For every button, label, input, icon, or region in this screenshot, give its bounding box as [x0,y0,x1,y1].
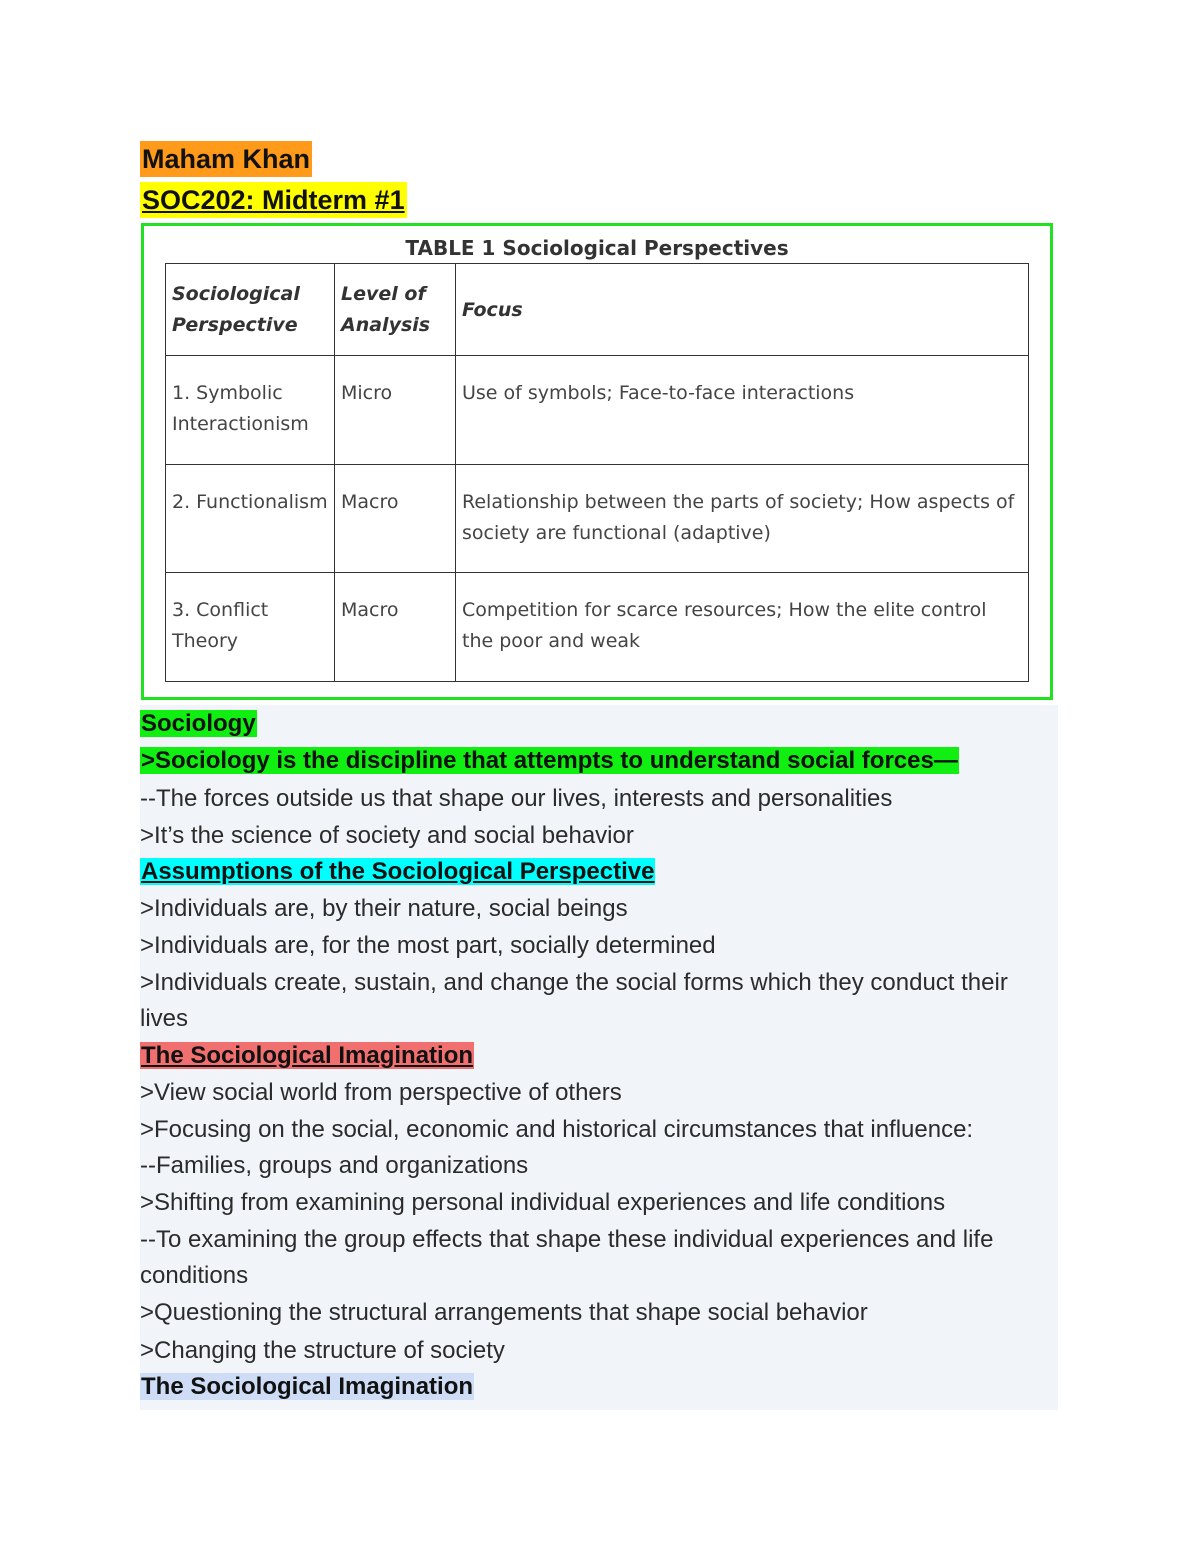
imagination-heading-2: The Sociological Imagination [141,1373,474,1400]
table-cell: Competition for scarce resources; How the elite control the poor and weak [456,573,1029,682]
note-line: >Focusing on the social, economic and historical circumstances that influence: [140,1116,974,1143]
table-header-row [166,264,1029,356]
note-line: >Individuals are, by their nature, social beings [140,895,628,922]
table-header-cell: Level of Analysis [335,264,456,356]
table-header-cell: Focus [456,264,1029,356]
note-line: >Individuals are, for the most part, socially determined [140,932,716,959]
table-cell: Relationship between the parts of society; How aspects of society are functional (adaptive) [456,464,1029,573]
notes-section [140,705,1058,1410]
note-line: >View social world from perspective of others [140,1079,622,1106]
table-cell: Use of symbols; Face-to-face interactions [456,355,1029,464]
table-cell: 1. Symbolic Interactionism [166,355,335,464]
table-row [166,573,1029,682]
sociology-definition: >Sociology is the discipline that attempts to understand social forces— [141,747,958,774]
table-header-cell: Sociological Perspective [166,264,335,356]
author-name: Maham Khan [140,141,312,177]
note-line: --Families, groups and organizations [140,1152,529,1179]
table-title: TABLE 1 Sociological Perspectives [405,236,789,260]
table-cell: Micro [335,355,456,464]
note-line: >Changing the structure of society [140,1337,505,1364]
course-title: SOC202: Midterm #1 [140,182,407,218]
table-cell: 2. Functionalism [166,464,335,573]
note-line: >Questioning the structural arrangements that shape social behavior [140,1299,868,1326]
table-cell: Macro [335,464,456,573]
note-line: >Shifting from examining personal individual experiences and life conditions [140,1189,946,1216]
perspectives-table [165,263,1029,682]
table-cell: Macro [335,573,456,682]
perspectives-table-frame [141,223,1053,700]
sociology-heading: Sociology [141,710,256,737]
note-line: --To examining the group effects that shape these individual experiences and life conditions [140,1226,994,1289]
note-line: --The forces outside us that shape our lives, interests and personalities [140,785,893,812]
table-cell: 3. Conflict Theory [166,573,335,682]
table-row [166,464,1029,573]
note-line: >It’s the science of society and social behavior [140,822,634,849]
note-line: >Individuals create, sustain, and change the social forms which they conduct their lives [140,969,1008,1032]
assumptions-heading: Assumptions of the Sociological Perspective [141,858,655,885]
table-row [166,355,1029,464]
imagination-heading: The Sociological Imagination [141,1042,474,1069]
